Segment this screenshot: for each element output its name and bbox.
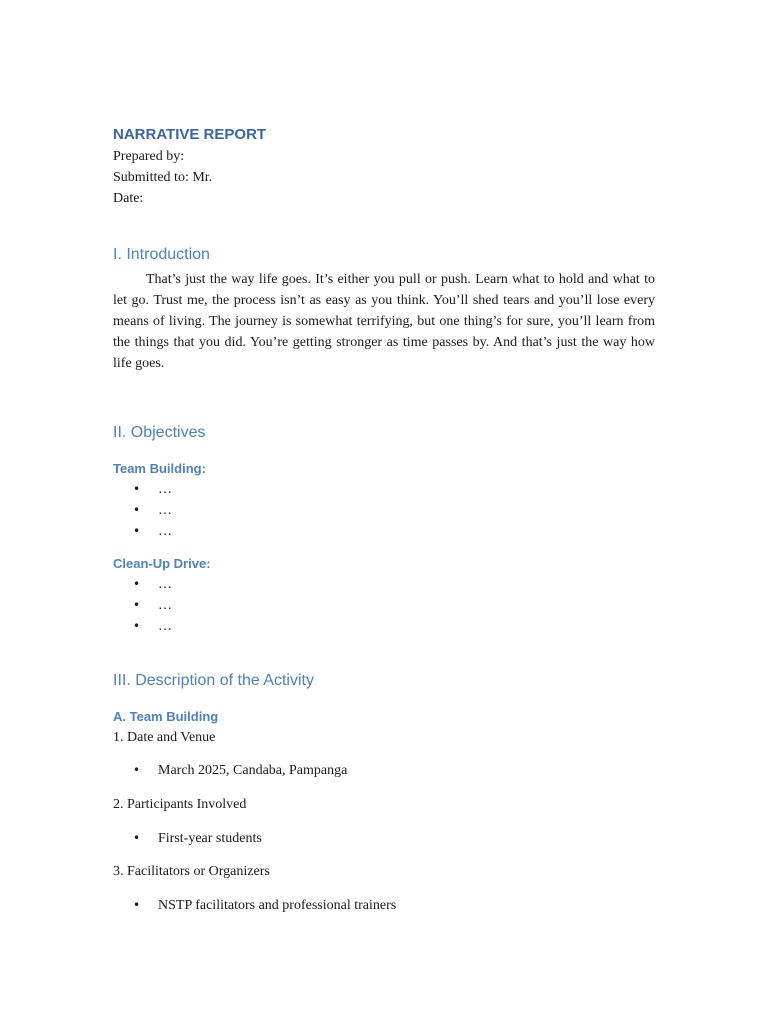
facilitators-label: 3. Facilitators or Organizers — [113, 864, 270, 879]
bullet-icon: • — [133, 598, 141, 612]
bullet-icon: • — [133, 619, 141, 633]
bullet-icon: • — [133, 524, 141, 538]
list-item — [113, 479, 655, 500]
date-venue-list — [113, 760, 655, 781]
bullet-icon: • — [133, 831, 141, 845]
list-item — [113, 616, 655, 637]
list-item-text: … — [158, 503, 172, 518]
list-item — [113, 895, 655, 916]
description-subheading: A. Team Building — [113, 709, 219, 724]
bullet-icon: • — [133, 482, 141, 496]
prepared-by-line: Prepared by: — [113, 149, 185, 164]
list-item-text: … — [158, 482, 172, 497]
list-item — [113, 574, 655, 595]
list-item — [113, 500, 655, 521]
list-item-text: First-year students — [158, 831, 262, 846]
bullet-icon: • — [133, 503, 141, 517]
list-item-text: March 2025, Candaba, Pampanga — [158, 763, 348, 778]
date-line: Date: — [113, 191, 144, 206]
facilitators-list — [113, 895, 655, 916]
participants-label: 2. Participants Involved — [113, 797, 247, 812]
description-heading: III. Description of the Activity — [113, 672, 314, 689]
introduction-heading: I. Introduction — [113, 246, 210, 263]
submitted-to-line: Submitted to: Mr. — [113, 170, 213, 185]
list-item — [113, 760, 655, 781]
list-item — [113, 521, 655, 542]
introduction-paragraph: That’s just the way life goes. It’s either you pull or push. Learn what to hold and what to let go. Trust me, the process isn’t as easy as you think. You’ll shed tears and you’ll lose every means of living. The journey is somewhat terrifying, but one thing’s for sure, you’ll learn from the things that you did. You’re getting stronger as time passes by. And that’s just the way how life goes. — [113, 272, 655, 371]
document-title: NARRATIVE REPORT — [113, 126, 267, 143]
list-item-text: … — [158, 619, 172, 634]
list-item-text: … — [158, 598, 172, 613]
document-page — [113, 124, 655, 916]
participants-list — [113, 828, 655, 849]
objective-list — [113, 479, 655, 542]
date-venue-label: 1. Date and Venue — [113, 730, 216, 745]
list-item-text: … — [158, 577, 172, 592]
list-item — [113, 828, 655, 849]
bullet-icon: • — [133, 898, 141, 912]
objectives-heading: II. Objectives — [113, 424, 206, 441]
list-item-text: … — [158, 524, 172, 539]
bullet-icon: • — [133, 577, 141, 591]
objective-group-label: Team Building: — [113, 461, 206, 476]
objective-list — [113, 574, 655, 637]
list-item-text: NSTP facilitators and professional trainers — [158, 898, 397, 913]
bullet-icon: • — [133, 763, 141, 777]
list-item — [113, 595, 655, 616]
objective-group-label: Clean-Up Drive: — [113, 556, 211, 571]
